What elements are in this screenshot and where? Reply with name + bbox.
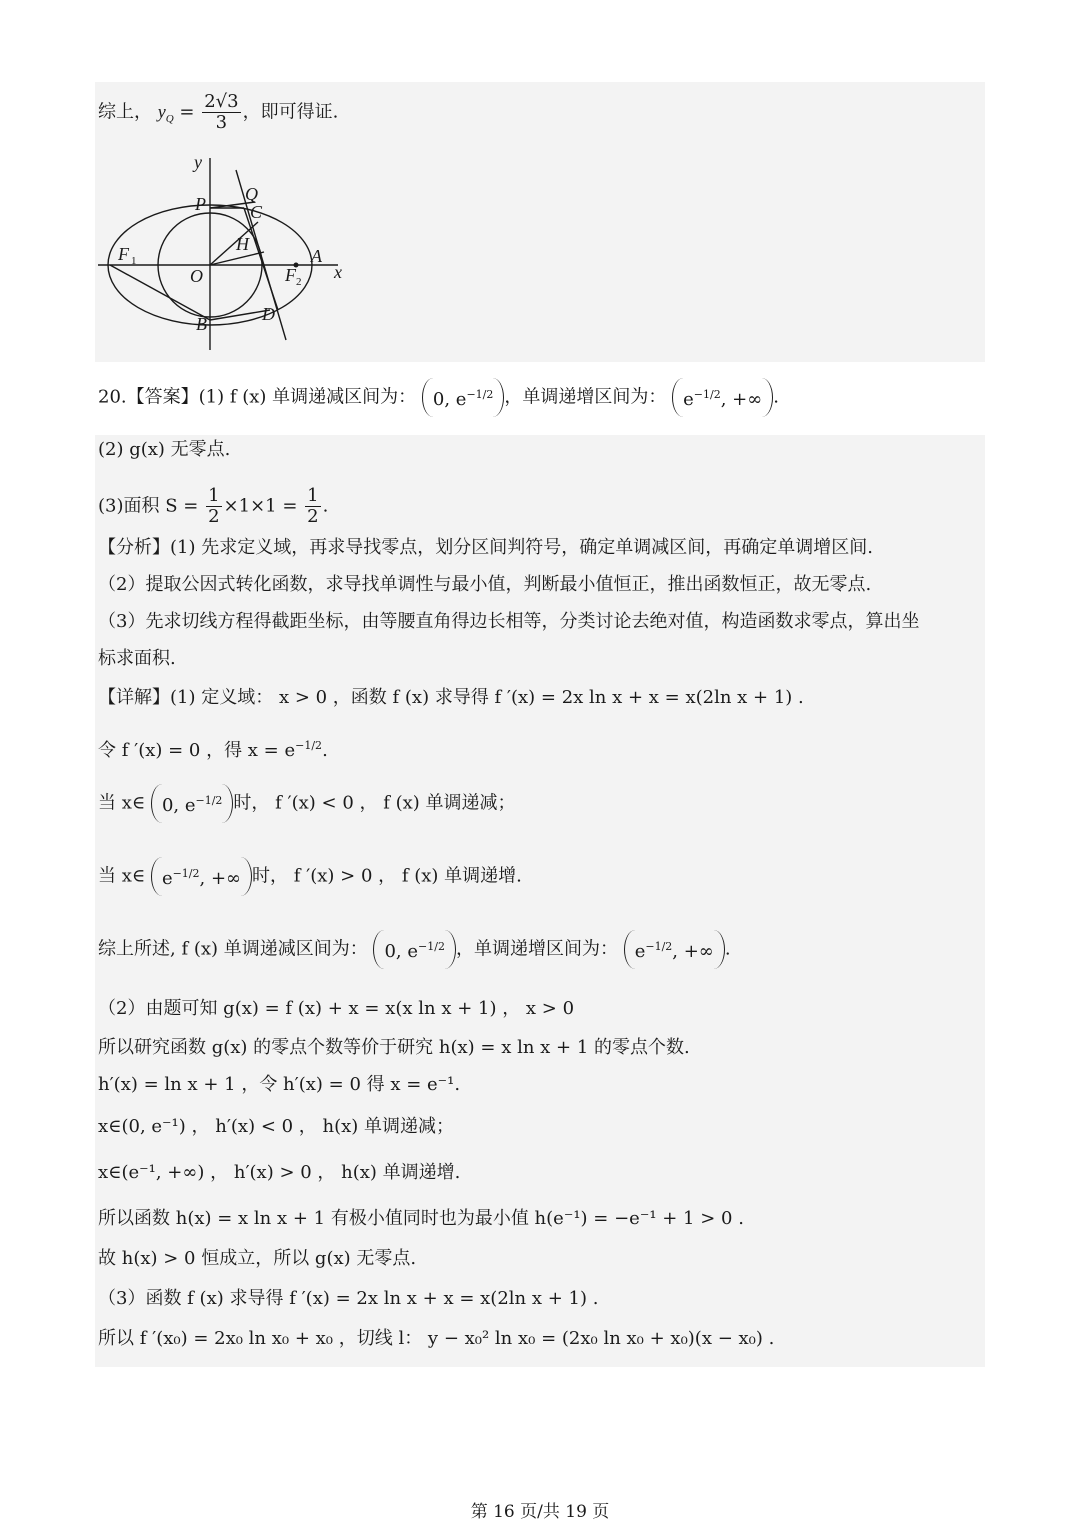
q20-answer-line: 20.【答案】(1) f (x) 单调递减区间为： 0, $e^{-1/2}$ ，单调递增区间为： $e^{-1/2}$, +∞ .: [98, 378, 779, 417]
label-D: D: [262, 304, 275, 324]
label-F1-sub: 1: [131, 255, 137, 267]
label-Q: Q: [245, 184, 258, 204]
label-C: C: [250, 202, 263, 222]
analysis-3-cont: 标求面积.: [98, 648, 176, 669]
fraction: $\frac{2√3}{3}$: [204, 91, 239, 133]
label-A: A: [311, 246, 322, 266]
detail-increasing: 当 x∈ $e^{-1/2}$, +∞ 时， f ′(x) > 0 ， f (x) 单调递增.: [98, 857, 522, 896]
part2-6: 所以函数 h(x) = x ln x + 1 有极小值同时也为最小值 h(e⁻¹) = −e⁻¹ + 1 > 0 .: [98, 1208, 744, 1229]
detail-decreasing: 当 x∈ 0, $e^{-1/2}$ 时， f ′(x) < 0 ， f (x) 单调递减；: [98, 784, 516, 823]
detail-zero: 令 f ′(x) = 0 ，得 $x = e^{-1/2}$.: [98, 739, 328, 761]
analysis-1: 【分析】(1) 先求定义域，再求导找零点，划分区间判符号，确定单调减区间，再确定单调增区间.: [98, 537, 873, 558]
part2-3: h′(x) = ln x + 1 ，令 h′(x) = 0 得 x = e⁻¹.: [98, 1074, 461, 1095]
part2-4: x∈(0, e⁻¹) ， h′(x) < 0 ， h(x) 单调递减；: [98, 1116, 455, 1137]
part2-1: （2）由题可知 g(x) = f (x) + x = x(x ln x + 1) ， x > 0: [98, 998, 575, 1019]
label-P: P: [195, 194, 206, 214]
detail-summary: 综上所述, f (x) 单调递减区间为： 0, $e^{-1/2}$ ，单调递增区间为： $e^{-1/2}$, +∞ .: [98, 930, 731, 969]
part3-1: （3）函数 f (x) 求导得 f ′(x) = 2x ln x + x = x(2ln x + 1) .: [98, 1288, 599, 1309]
label-H: H: [236, 234, 249, 254]
part2-2: 所以研究函数 g(x) 的零点个数等价于研究 h(x) = x ln x + 1 的零点个数.: [98, 1037, 690, 1058]
label-x: x: [334, 262, 342, 282]
part3-2: 所以 f ′(x₀) = 2x₀ ln x₀ + x₀ ，切线 l： y − x₀² ln x₀ = (2x₀ ln x₀ + x₀)(x − x₀) .: [98, 1328, 775, 1349]
label-F2: F: [285, 265, 296, 285]
detail-1: 【详解】(1) 定义域： x > 0 ，函数 f (x) 求导得 f ′(x) = 2x ln x + x = x(2ln x + 1) .: [98, 687, 804, 708]
summary-line: 综上， $y_Q$ = $\frac{2√3}{3}$ ，即可得证.: [98, 91, 339, 133]
label-y: y: [194, 152, 202, 172]
label-F2-sub: 2: [296, 276, 302, 288]
ellipse-figure: [98, 150, 358, 355]
answer-2: (2) g(x) 无零点.: [98, 439, 231, 460]
answer-3: (3)面积 S = $\frac{1}{2}$ ×1×1 = $\frac{1}{2}$ .: [98, 485, 329, 527]
label-F1: F: [118, 244, 129, 264]
label-B: B: [196, 314, 207, 334]
part2-7: 故 h(x) > 0 恒成立，所以 g(x) 无零点.: [98, 1248, 417, 1269]
page-footer: 第 16 页/共 19 页: [470, 1502, 610, 1522]
analysis-3: （3）先求切线方程得截距坐标，由等腰直角得边长相等，分类讨论去绝对值，构造函数求零点，算出坐: [98, 611, 920, 632]
label-O: O: [190, 266, 203, 286]
part2-5: x∈(e⁻¹, +∞) ， h′(x) > 0 ， h(x) 单调递增.: [98, 1162, 461, 1183]
analysis-2: （2）提取公因式转化函数，求导找单调性与最小值，判断最小值恒正，推出函数恒正，故无零点.: [98, 574, 872, 595]
